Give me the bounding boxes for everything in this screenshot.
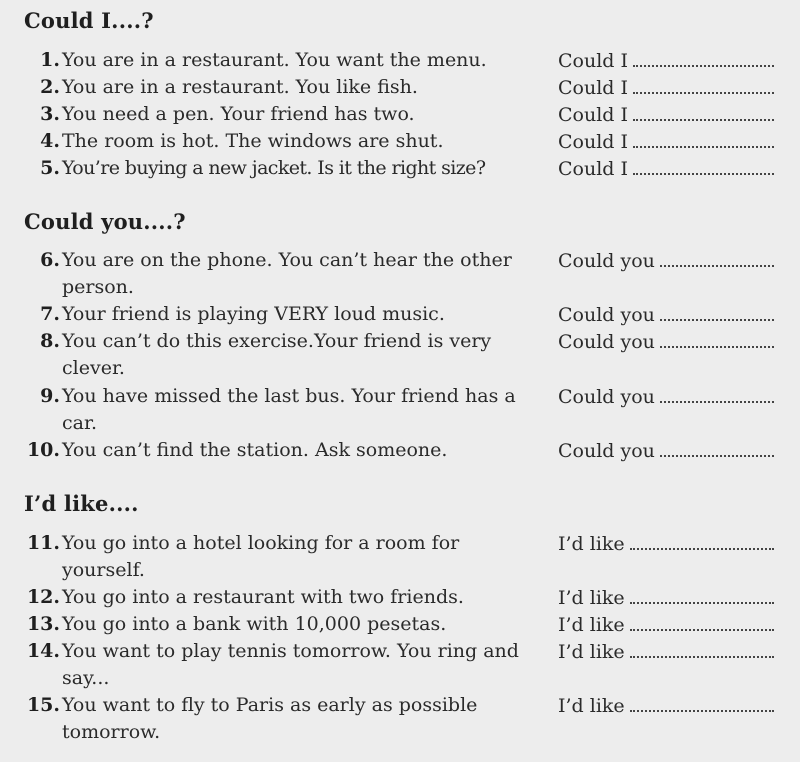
- answer-blank[interactable]: [558, 74, 774, 102]
- item-text: You need a pen. Your friend has two.: [62, 103, 415, 125]
- answer-blank[interactable]: [558, 437, 774, 465]
- item-number: 5.: [40, 157, 60, 179]
- answer-prompt: I’d like: [558, 695, 625, 717]
- item-text: You want to play tennis tomorrow. You ring and say...: [62, 640, 519, 689]
- item-number: 12.: [26, 586, 60, 608]
- item-text: You’re buying a new jacket. Is it the right size?: [62, 157, 486, 179]
- item-number: 2.: [40, 76, 60, 98]
- item-text: You are in a restaurant. You want the menu.: [62, 49, 487, 71]
- answer-dotted-line[interactable]: [630, 638, 774, 658]
- answer-prompt: Could I: [558, 50, 628, 72]
- answer-prompt: Could I: [558, 77, 628, 99]
- answer-blank[interactable]: [558, 692, 774, 720]
- answer-dotted-line[interactable]: [630, 530, 774, 550]
- answer-prompt: Could you: [558, 331, 655, 353]
- section-title-could-i: Could I....?: [24, 8, 154, 33]
- answer-prompt: Could you: [558, 440, 655, 462]
- section-title-id-like: I’d like....: [24, 491, 139, 516]
- answer-prompt: I’d like: [558, 533, 625, 555]
- answer-dotted-line[interactable]: [630, 584, 774, 604]
- item-number: 1.: [40, 49, 60, 71]
- section-title-could-you: Could you....?: [24, 209, 186, 234]
- answer-blank[interactable]: [558, 101, 774, 129]
- item-text: The room is hot. The windows are shut.: [62, 130, 444, 152]
- answer-blank[interactable]: [558, 155, 774, 183]
- item-text: You go into a restaurant with two friends.: [62, 586, 464, 608]
- answer-prompt: Could you: [558, 386, 655, 408]
- answer-blank[interactable]: [558, 611, 774, 639]
- answer-prompt: Could I: [558, 131, 628, 153]
- item-number: 13.: [26, 613, 60, 635]
- answer-prompt: Could I: [558, 104, 628, 126]
- item-number: 7.: [40, 303, 60, 325]
- item-number: 10.: [26, 439, 60, 461]
- answer-dotted-line[interactable]: [660, 301, 774, 321]
- item-number: 15.: [26, 694, 60, 716]
- answer-dotted-line[interactable]: [660, 437, 774, 457]
- item-number: 9.: [40, 385, 60, 407]
- answer-dotted-line[interactable]: [633, 47, 774, 67]
- item-text: You are on the phone. You can’t hear the other person.: [62, 249, 512, 298]
- item-text: Your friend is playing VERY loud music.: [62, 303, 445, 325]
- answer-dotted-line[interactable]: [660, 247, 774, 267]
- answer-dotted-line[interactable]: [660, 328, 774, 348]
- answer-blank[interactable]: [558, 128, 774, 156]
- item-number: 4.: [40, 130, 60, 152]
- answer-dotted-line[interactable]: [660, 383, 774, 403]
- answer-dotted-line[interactable]: [633, 74, 774, 94]
- answer-prompt: Could I: [558, 158, 628, 180]
- item-text: You are in a restaurant. You like fish.: [62, 76, 418, 98]
- item-number: 11.: [26, 532, 60, 554]
- item-text: You want to fly to Paris as early as possible tomorrow.: [62, 694, 478, 743]
- answer-blank[interactable]: [558, 638, 774, 666]
- answer-blank[interactable]: [558, 383, 774, 411]
- answer-prompt: Could you: [558, 304, 655, 326]
- item-number: 3.: [40, 103, 60, 125]
- answer-dotted-line[interactable]: [633, 128, 774, 148]
- answer-dotted-line[interactable]: [633, 101, 774, 121]
- answer-prompt: Could you: [558, 250, 655, 272]
- item-text: You go into a bank with 10,000 pesetas.: [62, 613, 447, 635]
- item-number: 14.: [26, 640, 60, 662]
- item-text: You have missed the last bus. Your friend has a car.: [62, 385, 516, 434]
- answer-blank[interactable]: [558, 247, 774, 275]
- answer-blank[interactable]: [558, 584, 774, 612]
- answer-dotted-line[interactable]: [633, 155, 774, 175]
- answer-blank[interactable]: [558, 47, 774, 75]
- answer-blank[interactable]: [558, 328, 774, 356]
- answer-blank[interactable]: [558, 301, 774, 329]
- item-text: You go into a hotel looking for a room for yourself.: [62, 532, 460, 581]
- answer-prompt: I’d like: [558, 587, 625, 609]
- item-number: 8.: [40, 330, 60, 352]
- item-text: You can’t find the station. Ask someone.: [62, 439, 448, 461]
- item-text: You can’t do this exercise.Your friend is very clever.: [62, 330, 492, 379]
- answer-prompt: I’d like: [558, 614, 625, 636]
- answer-dotted-line[interactable]: [630, 692, 774, 712]
- answer-dotted-line[interactable]: [630, 611, 774, 631]
- item-number: 6.: [40, 249, 60, 271]
- answer-prompt: I’d like: [558, 641, 625, 663]
- answer-blank[interactable]: [558, 530, 774, 558]
